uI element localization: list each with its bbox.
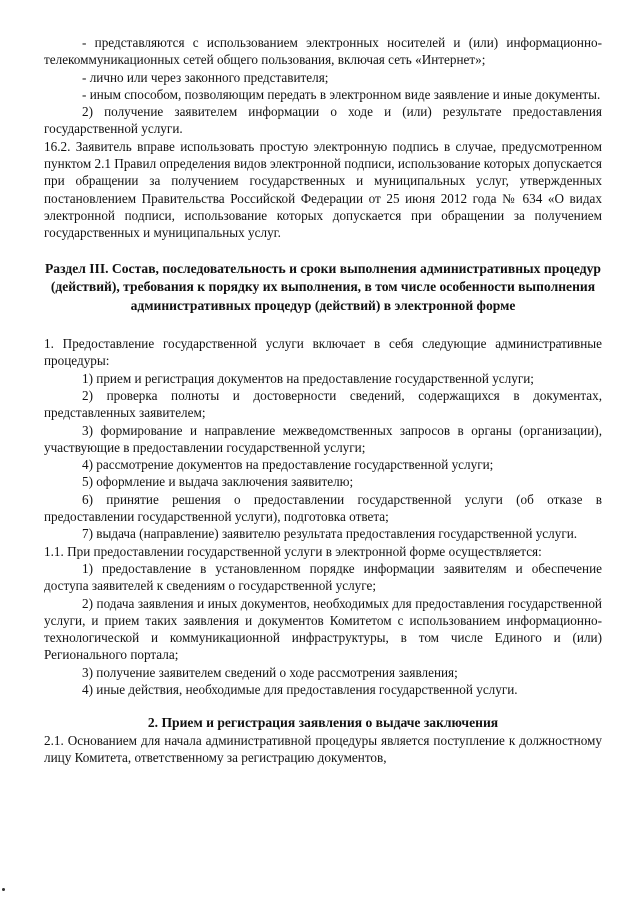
paragraph: 2.1. Основанием для начала административной процедуры является поступление к должностному лицу Комитета, ответственному за регистрацию документов, <box>44 732 602 765</box>
scan-speck <box>2 888 5 891</box>
list-item: 4) иные действия, необходимые для предоставления государственной услуги. <box>82 682 518 697</box>
list-item: 2) подача заявления и иных документов, необходимых для предоставления государственной услуги, и прием таких заявления и документов Комитетом с использованием информационно-технологической и коммуникационной инфраструктуры, в том числе Единого и (или) Регионального портала; <box>44 595 602 663</box>
paragraph: 1.1. При предоставлении государственной услуги в электронной форме осуществляется: <box>44 543 542 559</box>
paragraph: 16.2. Заявитель вправе использовать простую электронную подпись в случае, предусмотренном пунктом 2.1 Правил определения видов электронной подписи, использование которых допускается при обращении за получением государственных и муниципальных услуг, утвержденных постановлением Правительства Российской Федерации от 25 июня 2012 года № 634 «О видах электронной подписи, использование которых допускается при обращении за получением государственных и муниципальных услуг. <box>44 138 602 241</box>
list-item: 1) предоставление в установленном порядке информации заявителям и обеспечение доступа заявителей к сведениям о государственной услуге; <box>44 560 602 594</box>
paragraph: 2) получение заявителем информации о ходе и (или) результате предоставления государственной услуги. <box>44 104 602 137</box>
paragraph: - представляются с использованием электронных носителей и (или) информационно-телекоммуникационных сетей общего пользования, включая сеть «Интернет»; <box>44 35 602 68</box>
paragraph: - лично или через законного представителя; <box>82 69 329 85</box>
list-item: 3) формирование и направление межведомственных запросов в органы (организации), участвующие в предоставлении государственной услуги; <box>44 422 602 455</box>
list-item: 7) выдача (направление) заявителю результата предоставления государственной услуги. <box>82 526 578 542</box>
list-item: 5) оформление и выдача заключения заявителю; <box>82 474 354 490</box>
list-item: 2) проверка полноты и достоверности сведений, содержащихся в документах, представленных заявителем; <box>44 387 602 421</box>
paragraph: - иным способом, позволяющим передать в электронном виде заявление и иные документы. <box>82 86 601 102</box>
section-heading: Раздел III. Состав, последовательность и сроки выполнения административных процедур (действий), требования к порядку их выполнения, в том числе особенности выполнения административных процедур (действий) в электронной форме <box>45 260 601 313</box>
paragraph: 1. Предоставление государственной услуги включает в себя следующие административные процедуры: <box>44 336 602 369</box>
list-item: 6) принятие решения о предоставлении государственной услуги (об отказе в предоставлении государственной услуги), подготовка ответа; <box>44 491 602 525</box>
list-item: 4) рассмотрение документов на предоставление государственной услуги; <box>82 457 494 473</box>
section-heading: 2. Прием и регистрация заявления о выдаче заключения <box>147 715 499 731</box>
list-item: 1) прием и регистрация документов на предоставление государственной услуги; <box>82 370 534 386</box>
list-item: 3) получение заявителем сведений о ходе рассмотрения заявления; <box>82 664 458 680</box>
